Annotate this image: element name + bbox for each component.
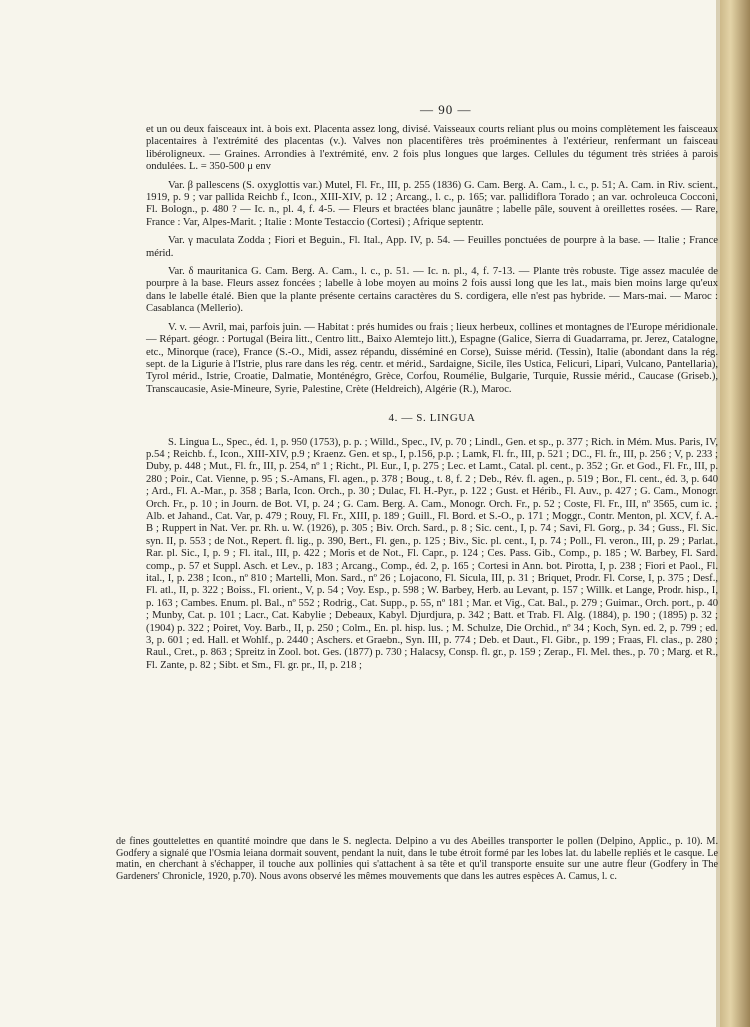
footnote: de fines gouttelettes en quantité moindre que dans le S. neglecta. Delpino a vu des Abeilles transporter le pollen (Delpino, Applic., p. 10). M. Godfery a signalé que l'Osmia leiana dormait souvent, pendant la nuit, dans le tube étroit formé par les lobes lat. du labelle repliés et le casque. Le matin, en cherchant à s'échapper, il touche aux pollinies qui s'attachent à sa tête et qu'il transporte ensuite sur une autre fleur (Godfery in The Gardeners' Chronicle, 1920, p.70). Nous avons observé les mêmes mouvements que dans les autres espèces A. Camus, l. c.	[116, 836, 718, 882]
section-body: S. Lingua L., Spec., éd. 1, p. 950 (1753), p. p. ; Willd., Spec., IV, p. 70 ; Lindl., Gen. et sp., p. 377 ; Rich. in Mém. Mus. Paris, IV, p.54 ; Reichb. f., Icon., XIII-XIV, p.9 ; Kraenz. Gen. et sp., I, p.156, p.p. ; Lamk, Fl. fr., III, p. 521 ; DC., Fl. fr., III, p. 256 ; V, p. 233 ; Duby, p. 448 ; Mut., Fl. fr., III, p. 254, nº 1 ; Richt., Pl. Eur., I, p. 275 ; Lec. et Lamt., Catal. pl. cent., p. 352 ; Gr. et God., Fl. Fr., III, p. 280 ; Poir., Cat. Vienne, p. 95 ; S.-Amans, Fl. agen., p. 378 ; Boug., t. 8, f. 2 ; Deb., Rév. fl. agen., p. 519 ; Bor., Fl. cent., éd. 3, p. 640 ; Ard., Fl. A.-Mar., p. 358 ; Barla, Icon. Orch., p. 30 ; Dulac, Fl. H.-Pyr., p. 122 ; Gust. et Hérib., Fl. Auv., p. 427 ; G. Cam., Monogr. Orch. Fr., p. 10 ; in Journ. de Bot. VI, p. 24 ; G. Cam. Berg. A. Cam., Monogr. Orch. Fr., p. 52 ; Coste, Fl. Fr., III, nº 3565, cum ic. ; Alb. et Jahand., Cat. Var, p. 479 ; Rouy, Fl. Fr., XIII, p. 189 ; Guill., Fl. Bord. et S.-O., p. 171 ; Moggr., Contr. Menton, pl. XCV, f. A.-B ; Ruppert in Nat. Ver. pr. Rh. u. W. (1926), p. 305 ; Biv. Orch. Sard., p. 8 ; Sic. cent., I, p. 74 ; Savi, Fl. Gorg., p. 34 ; Guss., Fl. Sic. syn. II, p. 553 ; de Not., Repert. fl. lig., p. 390, Bert., Fl. gen., p. 125 ; Biv., Sic. pl. cent., I, p. 74 ; Poll., Fl. veron., III, p. 29 ; Parlat., Rar. pl. Sic., I, p. 9 ; Fl. ital., III, p. 422 ; Moris et de Not., Fl. Capr., p. 124 ; Ces. Pass. Gib., Comp., p. 185 ; W. Barbey, Fl. Sard. comp., p. 57 et Suppl. Asch. et Lev., p. 183 ; Arcang., Comp., éd. 2, p. 165 ; Cortesi in Ann. bot. Pirotta, I, p. 238 ; Fiori et Paol., Fl. ital., I, p. 238 ; Icon., nº 810 ; Martelli, Mon. Sard., nº 26 ; Lojacono, Fl. Sicula, III, p. 31 ; Briquet, Prodr. Fl. Corse, I, p. 375 ; Desf., Fl. atl., II, p. 322 ; Boiss., Fl. orient., V, p. 54 ; Voy. Esp., p. 598 ; W. Barbey, Herb. au Levant, p. 157 ; Willk. et Lange, Prodr. hisp., I, p. 163 ; Cambes. Enum. pl. Bal., nº 552 ; Rodrig., Cat. Supp., p. 55, nº 181 ; Mar. et Vig., Cat. Bal., p. 279 ; Guimar., Orch. port., p. 40 ; Munby, Cat. p. 101 ; Lacr., Cat. Kabylie ; Debeaux, Kabyl. Djurdjura, p. 342 ; Batt. et Trab. Fl. Alg. (1884), p. 190 ; (1895) p. 32 ; (1904) p. 322 ; Poiret, Voy. Barb., II, p. 250 ; Colm., En. pl. hisp. lus. ; M. Schulze, Die Orchid., nº 34 ; Koch, Syn. ed. 2, p. 799 ; ed. 3, p. 601 ; ed. Hall. et Wohlf., p. 2440 ; Aschers. et Graebn., Syn. III, p. 774 ; Deb. et Daut., Fl. Gibr., p. 199 ; Fraas, Fl. clas., p. 280 ; Raul., Cret., p. 863 ; Spreitz in Zool. bot. Ges. (1877) p. 730 ; Halacsy, Consp. fl. gr., p. 159 ; Zerap., Fl. Mel. thes., p. 70 ; Marg. et R., Fl. Zante, p. 82 ; Sibt. et Sm., Fl. gr. pr., II, p. 218 ;	[146, 436, 718, 671]
section-heading: 4. — S. LINGUA	[388, 412, 476, 425]
paragraph-description: et un ou deux faisceaux int. à bois ext. Placenta assez long, divisé. Vaisseaux courts reliant plus ou moins complètement les faisceaux placentaires à l'extrémité des placentas (v.). Valves non placentifères très proéminentes à l'extérieur, renfermant un faisceau libéroligneux. — Graines. Arrondies à l'extrémité, env. 2 fois plus longues que larges. Cellules du tégument très striées à parois ondulées. L. = 350-500 μ env	[146, 124, 718, 173]
main-text	[146, 124, 718, 678]
book-spine	[720, 0, 750, 1027]
paragraph-distribution: V. v. — Avril, mai, parfois juin. — Habitat : prés humides ou frais ; lieux herbeux, collines et montagnes de l'Europe méridionale. — Répart. géogr. : Portugal (Beira litt., Centro litt., Baixo Alemtejo litt.), Espagne (Galice, Sierra di Guadarrama, pr. Jerez, Catalogne, etc., Minorque (race), France (S.-O., Midi, assez répandu, disséminé en Corse), Suisse mérid. (Tessin), Italie (abondant dans la rég. sept. de la Ligurie à l'Istrie, plus rare dans les rég. centr. et mérid., Sardaigne, Sicile, îles Ustica, Felicuri, Lipari, Vulcano, Pantellaria), Tyrol mérid., Istrie, Croatie, Dalmatie, Monténégro, Grèce, Corfou, Roumélie, Bulgarie, Turquie, Russie mérid., Caucase (Griseb.), Transcaucasie, Asie-Mineure, Syrie, Palestine, Crète (Heldreich), Algérie (R.), Maroc.	[146, 321, 718, 395]
page-number: — 90 —	[420, 102, 472, 117]
paragraph-var-mauritanica: Var. δ mauritanica G. Cam. Berg. A. Cam., l. c., p. 51. — Ic. n. pl., 4, f. 7-13. — Plante très robuste. Tige assez maculée de pourpre à la base. Fleurs assez foncées ; labelle à lobe moyen au moins 2 fois aussi long que les lat., mais bien moins large qu'eux dans le labelle étalé. Bien que la plante présente certains caractères du S. cordigera, elle n'est pas hybride. — Mars-mai. — Maroc : Casablanca (Mellerio).	[146, 266, 718, 315]
paragraph-var-maculata: Var. γ maculata Zodda ; Fiori et Beguin., Fl. Ital., App. IV, p. 54. — Feuilles ponctuées de pourpre à la base. — Italie ; France mérid.	[146, 235, 718, 259]
paragraph-var-pallescens: Var. β pallescens (S. oxyglottis var.) Mutel, Fl. Fr., III, p. 255 (1836) G. Cam. Berg. A. Cam., l. c., p. 51; A. Cam. in Riv. scient., 1919, p. 9 ; var pallida Reichb f., Icon., XIII-XIV, p. 12 ; Arcang., l. c., p. 165; var. pallidiflora Torado ; an var. ochroleuca Cocconi, Fl. Bologn., p. 480 ? — Ic. n., pl. 4, f. 4-5. — Fleurs et bractées blanc jaunâtre ; labelle pâle, souvent à oreillettes rosées. — Rare, France : Var, Alpes-Marit. ; Italie : Monte Testaccio (Cortesi) ; Afrique septentr.	[146, 179, 718, 228]
